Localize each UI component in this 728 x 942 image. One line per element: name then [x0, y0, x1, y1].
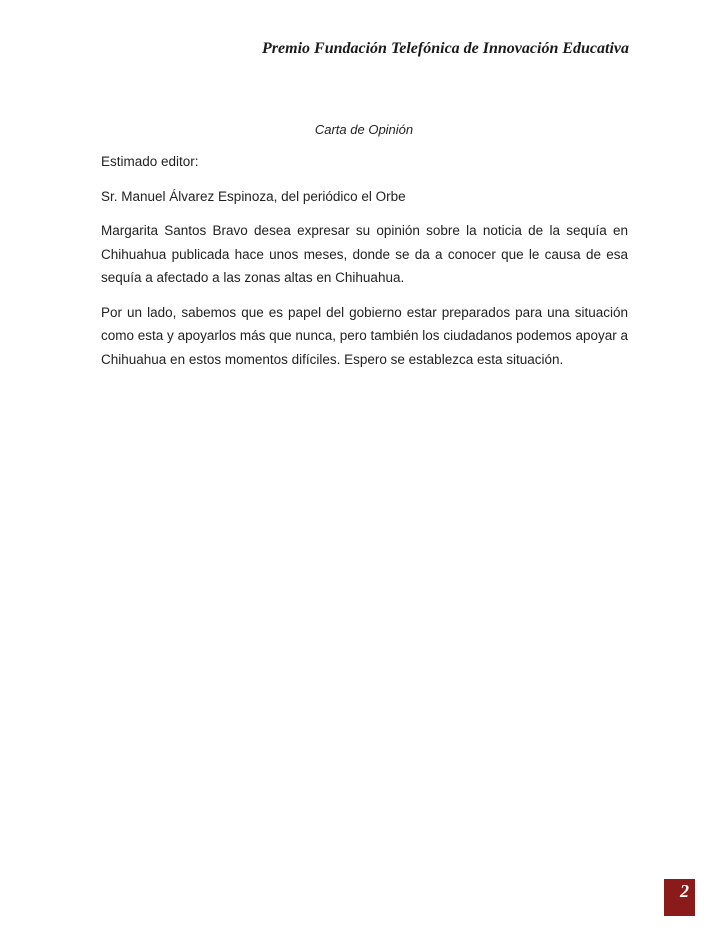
greeting: Estimado editor:: [101, 154, 199, 169]
recipient: Sr. Manuel Álvarez Espinoza, del periódico el Orbe: [101, 188, 406, 204]
page-header: Premio Fundación Telefónica de Innovación Educativa: [262, 40, 629, 57]
body-paragraph-2: Por un lado, sabemos que es papel del gobierno estar preparados para una situación como esta y apoyarlos más que nunca, pero también los ciudadanos podemos apoyar a Chihuahua en estos momentos difíciles. Espero se establezca esta situación.: [101, 304, 628, 367]
document-title: Carta de Opinión: [314, 122, 414, 137]
document-body: [101, 150, 628, 382]
page-number-badge: 2: [664, 879, 695, 916]
body-paragraph-1: Margarita Santos Bravo desea expresar su opinión sobre la noticia de la sequía en Chihuahua publicada hace unos meses, donde se da a conocer que le causa de esa sequía a afectado a las zonas altas en Chihuahua.: [101, 223, 628, 285]
